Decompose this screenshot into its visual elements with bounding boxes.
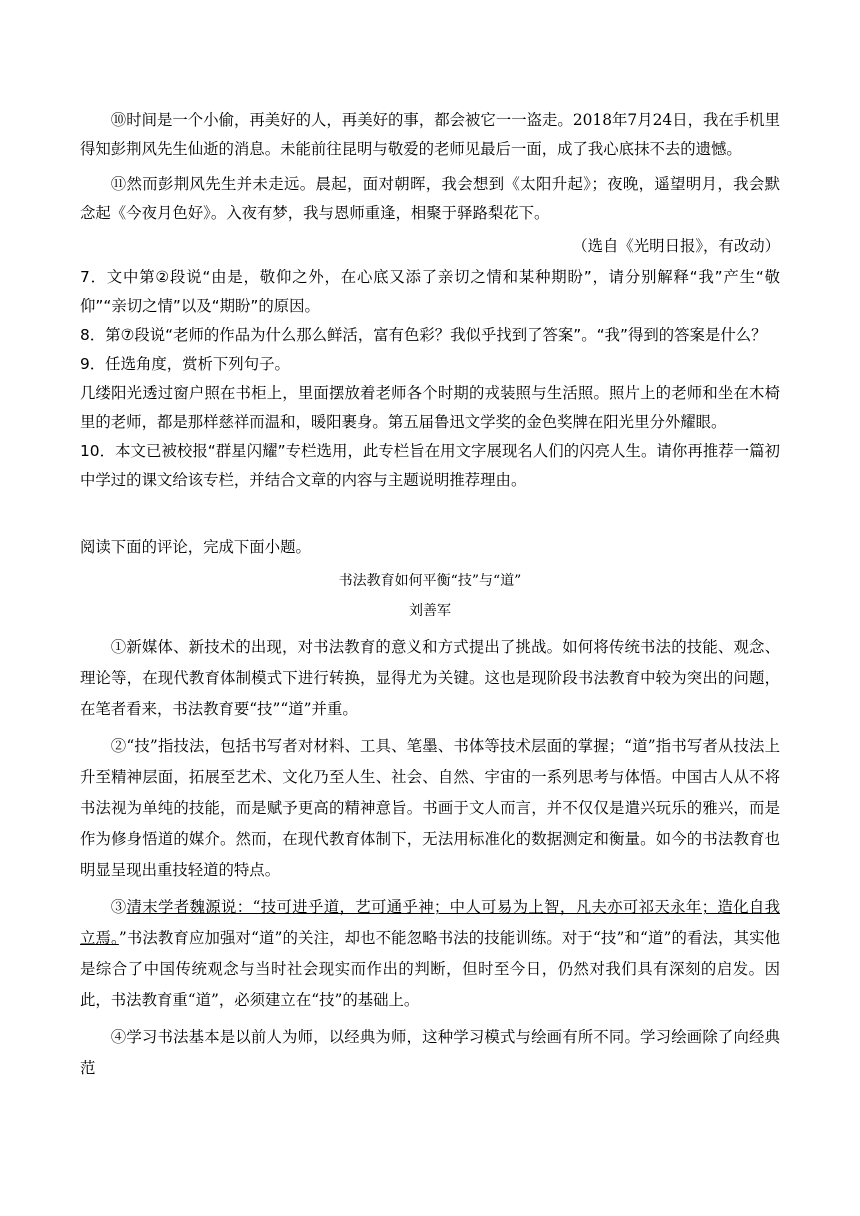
essay-title: 书法教育如何平衡“技”与“道”: [338, 573, 522, 589]
question-9: 9．任选角度，赏析下列句子。: [80, 355, 290, 373]
essay-paragraph-1: ①新媒体、新技术的出现，对书法教育的意义和方式提出了挑战。如何将传统书法的技能、观念、理论等，在现代教育体制模式下进行转换，显得尤为关键。这也是现阶段书法教育中较为突出的问题，在笔者看来，书法教育要“技”“道”并重。: [80, 638, 780, 718]
question-10: 10．本文已被校报“群星闪耀”专栏选用，此专栏旨在用文字展现名人们的闪亮人生。请你再推荐一篇初中学过的课文给该专栏，并结合文章的内容与主题说明推荐理由。: [80, 442, 780, 489]
source-note: （选自《光明日报》，有改动）: [572, 237, 780, 255]
document-page: [80, 106, 780, 1084]
story-paragraph-10: ⑩时间是一个小偷，再美好的人，再美好的事，都会被它一一盗走。2018年7月24日，我在手机里得知彭荆风先生仙逝的消息。未能前往昆明与敬爱的老师见最后一面，成了我心底抹不去的遗憾。: [80, 111, 780, 158]
section-gap: [80, 495, 780, 533]
underlined-quote: 清末学者魏源说：“技可进乎道，艺可通乎神；中人可易为上智，凡夫亦可祁天永年；造化自我立焉。: [80, 898, 780, 947]
question-9-text: 几缕阳光透过窗户照在书柜上，里面摆放着老师各个时期的戎装照与生活照。照片上的老师和坐在木椅里的老师，都是那样慈祥而温和，暖阳裹身。第五届鲁迅文学奖的金色奖牌在阳光里分外耀眼。: [80, 384, 780, 431]
essay-body: [80, 632, 780, 1084]
story-paragraph-11: ⑪然而彭荆风先生并未走远。晨起，面对朝晖，我会想到《太阳升起》；夜晚，遥望明月，我会默念起《今夜月色好》。入夜有梦，我与恩师重逢，相聚于驿路梨花下。: [80, 175, 780, 222]
essay-paragraph-2: ②“技”指技法，包括书写者对材料、工具、笔墨、书体等技术层面的掌握；“道”指书写者从技法上升至精神层面，拓展至艺术、文化乃至人生、社会、自然、宇宙的一系列思考与体悟。中国古人从不将书法视为单纯的技能，而是赋予更高的精神意旨。书画于文人而言，并不仅仅是遣兴玩乐的雅兴，而是作为修身悟道的媒介。然而，在现代教育体制下，无法用标准化的数据测定和衡量。如今的书法教育也明显呈现出重技轻道的特点。: [80, 737, 780, 879]
paragraph-number: ③: [110, 898, 127, 916]
reading-instruction: 阅读下面的评论，完成下面小题。: [80, 538, 311, 556]
question-8: 8．第⑦段说“老师的作品为什么那么鲜活，富有色彩？我似乎找到了答案”。“我”得到的答案是什么？: [80, 326, 767, 344]
essay-author: 刘善军: [409, 603, 451, 619]
essay-paragraph-3: [80, 892, 780, 1016]
essay-paragraph-4: ④学习书法基本是以前人为师，以经典为师，这种学习模式与绘画有所不同。学习绘画除了向经典范: [80, 1028, 780, 1077]
paragraph-3-rest: ”书法教育应加强对“道”的关注，却也不能忽略书法的技能训练。对于“技”和“道”的看法，其实他是综合了中国传统观念与当时社会现实而作出的判断，但时至今日，仍然对我们具有深刻的启发。因此，书法教育重“道”，必须建立在“技”的基础上。: [80, 929, 781, 1009]
question-7: 7．文中第②段说“由是，敬仰之外，在心底又添了亲切之情和某种期盼”，请分别解释“我”产生“敬仰”“亲切之情”以及“期盼”的原因。: [80, 268, 780, 315]
